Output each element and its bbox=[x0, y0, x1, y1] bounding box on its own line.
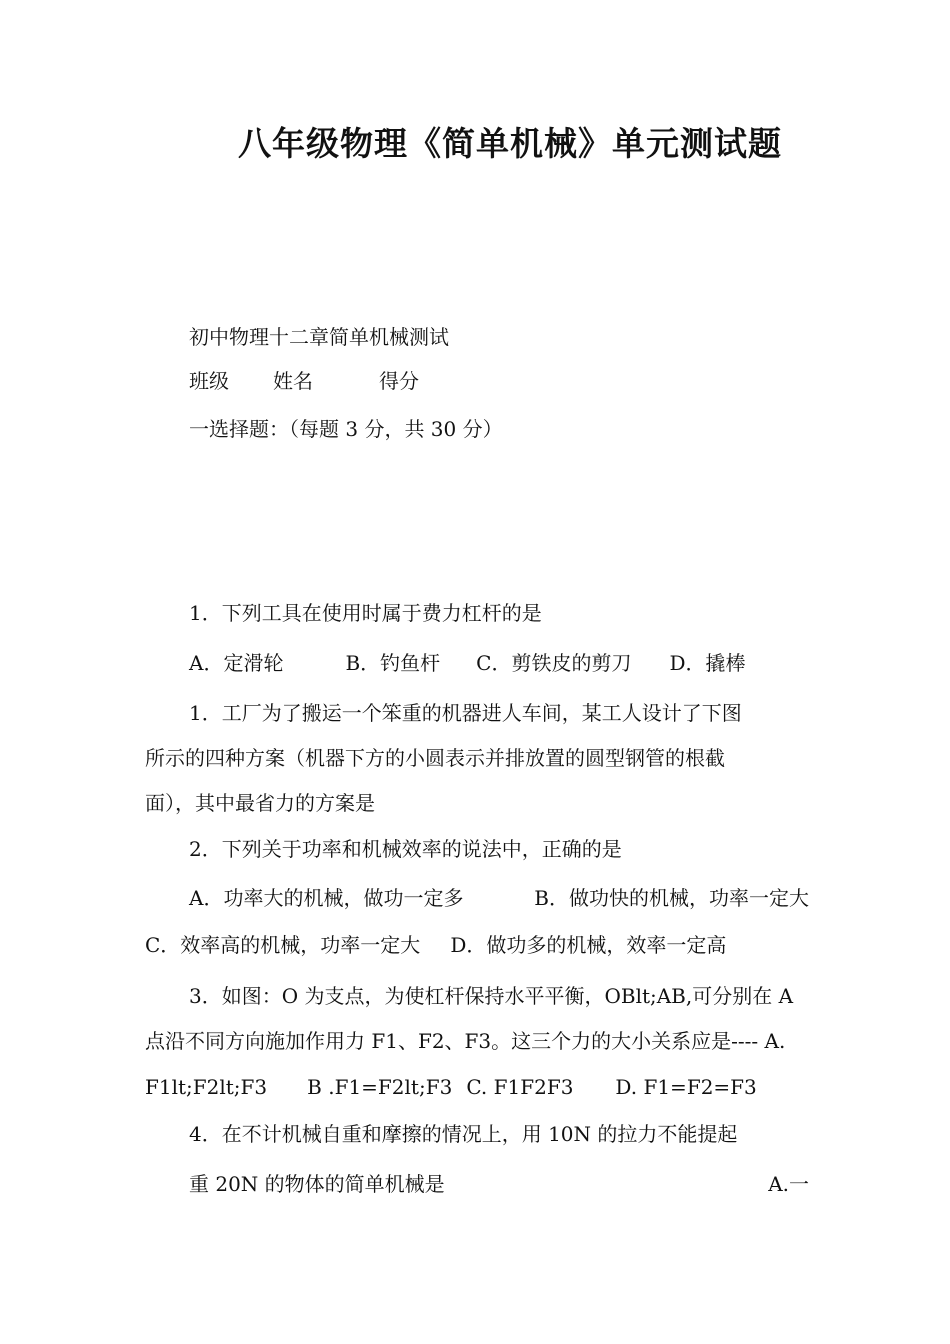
option-a: A．功率大的机械，做功一定多 bbox=[189, 886, 464, 910]
option-c: C．剪铁皮的剪刀 bbox=[476, 651, 632, 675]
question-4-line-1: 4．在不计机械自重和摩擦的情况上，用 10N 的拉力不能提起 bbox=[189, 1122, 738, 1146]
score-label: 得分 bbox=[379, 369, 419, 393]
question-4-option-a-start: A.一 bbox=[768, 1172, 809, 1196]
question-3-line-2: 点沿不同方向施加作用力 F1、F2、F3。这三个力的大小关系应是---- A. bbox=[145, 1029, 786, 1053]
page-title: 八年级物理《简单机械》单元测试题 bbox=[238, 124, 782, 163]
option-a: F1lt;F2lt;F3 bbox=[145, 1075, 268, 1099]
question-2-stem: 2．下列关于功率和机械效率的说法中，正确的是 bbox=[189, 837, 622, 861]
name-label: 姓名 bbox=[273, 369, 313, 393]
question-1-options bbox=[189, 651, 809, 675]
question-3-line-1: 3．如图：O 为支点，为使杠杆保持水平平衡，OBlt;AB,可分别在 A bbox=[189, 984, 794, 1008]
option-d: D．撬棒 bbox=[669, 651, 746, 675]
student-info-row bbox=[189, 369, 809, 393]
question-1b-line-2: 所示的四种方案（机器下方的小圆表示并排放置的圆型钢管的根截 bbox=[145, 746, 725, 770]
question-1b-line-1: 1．工厂为了搬运一个笨重的机器进人车间，某工人设计了下图 bbox=[189, 701, 742, 725]
question-2-options-cd bbox=[145, 933, 809, 957]
question-4-line-2 bbox=[189, 1172, 809, 1196]
option-b: B．做功快的机械，功率一定大 bbox=[534, 886, 809, 910]
option-c: C．效率高的机械，功率一定大 bbox=[145, 933, 421, 957]
question-4-text: 重 20N 的物体的简单机械是 bbox=[189, 1172, 445, 1196]
option-b: B．钓鱼杆 bbox=[345, 651, 441, 675]
question-2-options-ab bbox=[189, 886, 809, 910]
option-a: A．定滑轮 bbox=[189, 651, 284, 675]
option-d: D．做功多的机械，效率一定高 bbox=[450, 933, 727, 957]
class-label: 班级 bbox=[189, 369, 229, 393]
question-1-stem: 1．下列工具在使用时属于费力杠杆的是 bbox=[189, 601, 542, 625]
option-d: D. F1=F2=F3 bbox=[615, 1075, 757, 1099]
option-b: B .F1=F2lt;F3 bbox=[307, 1075, 453, 1099]
option-c: C. F1F2F3 bbox=[466, 1075, 574, 1099]
section-heading: 一选择题：（每题 3 分，共 30 分） bbox=[189, 417, 503, 441]
question-3-options bbox=[145, 1075, 809, 1099]
question-1b-line-3: 面），其中最省力的方案是 bbox=[145, 791, 375, 815]
subtitle: 初中物理十二章简单机械测试 bbox=[189, 325, 449, 349]
